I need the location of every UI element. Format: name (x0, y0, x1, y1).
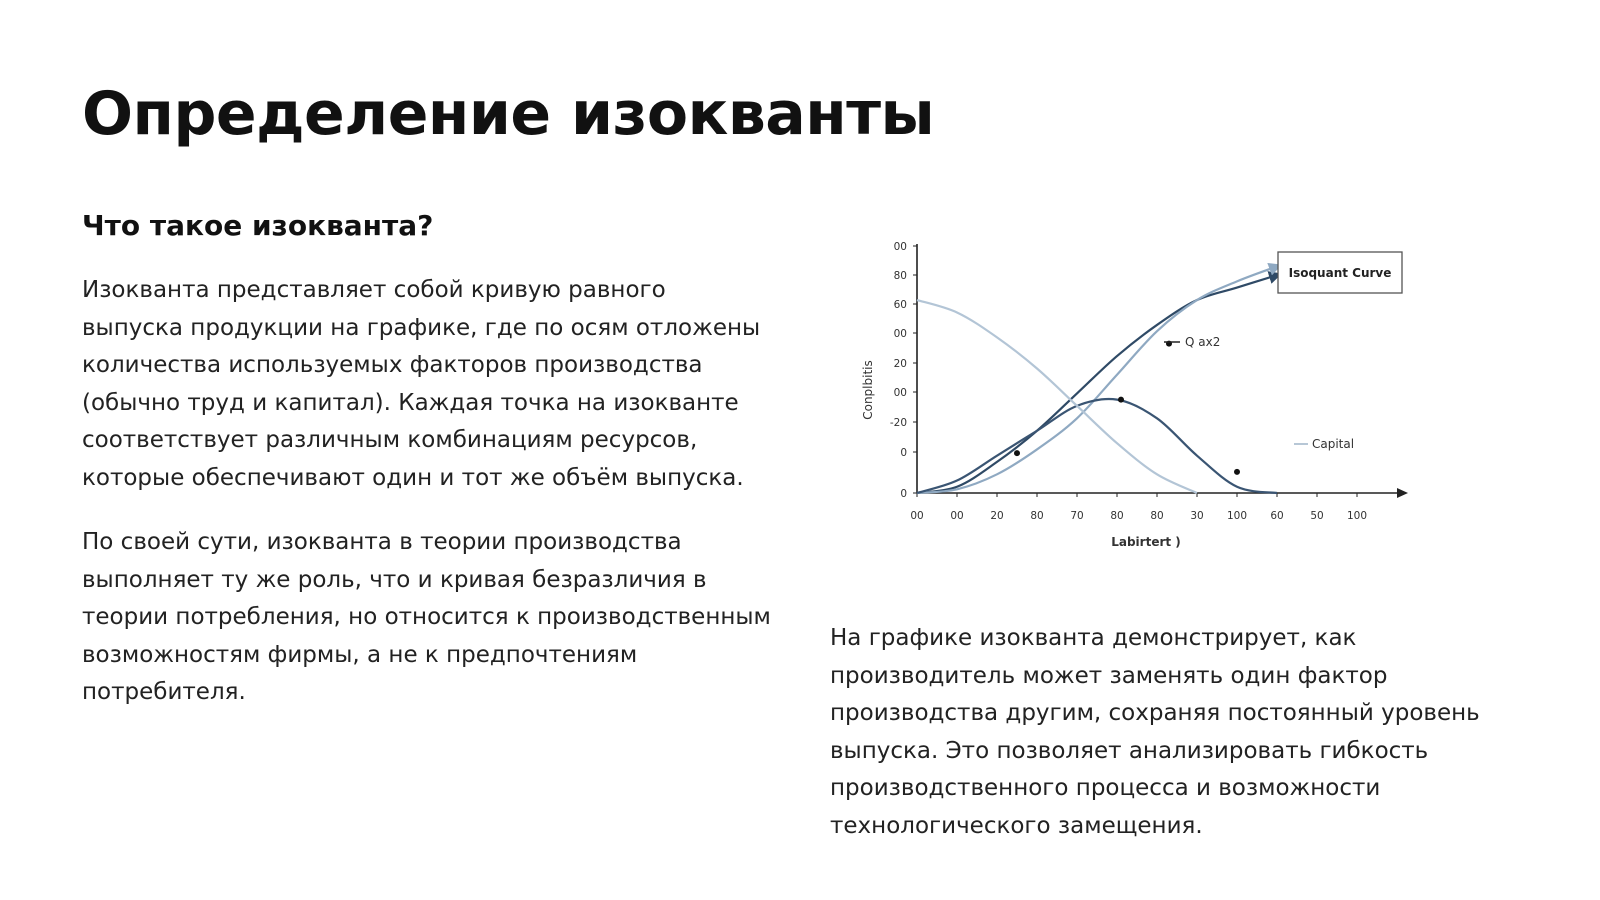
legend-label: Isoquant Curve (1288, 266, 1392, 280)
x-axis-arrowhead (1397, 488, 1408, 498)
y-tick-label: 00 (893, 328, 907, 340)
isoquant-chart (860, 232, 1420, 552)
x-axis-label: Labirtert ) (1111, 535, 1181, 549)
series-line-2 (917, 266, 1277, 493)
x-tick-label: 00 (910, 510, 924, 522)
explanation-paragraph: На графике изокванта демонстрирует, как производитель может заменять один фактор производства другим, сохраняя постоянный уровень выпуска. Это позволяет анализировать гибкость производственного процесса и возможности технологического замещения. (830, 625, 1480, 839)
annotation-qax2: Q ax2 (1185, 335, 1221, 349)
x-tick-label: 100 (1346, 510, 1368, 522)
y-tick-label: 80 (893, 270, 907, 282)
annotation-capital: Capital (1312, 437, 1355, 451)
y-tick-label: 00 (893, 241, 907, 253)
y-tick-label: 0 (900, 488, 907, 500)
x-tick-label: 30 (1190, 510, 1204, 522)
page-title: Определение изокванты (82, 79, 935, 149)
comparison-paragraph: По своей сути, изокванта в теории производства выполняет ту же роль, что и кривая безразличия в теории потребления, но относится к производственным возможностям фирмы, а не к предпочтениям потребителя. (82, 529, 771, 705)
y-tick-label: 0 (900, 447, 907, 459)
data-point (1234, 469, 1240, 475)
x-tick-label: 100 (1226, 510, 1248, 522)
y-axis-label: Conplbitis (861, 360, 875, 420)
x-tick-label: 20 (990, 510, 1004, 522)
data-point (1014, 450, 1020, 456)
y-tick-label: 00 (893, 387, 907, 399)
y-axis-ticks (890, 241, 917, 500)
section-heading: Что такое изокванта? (82, 209, 434, 242)
y-tick-label: 60 (893, 299, 907, 311)
x-tick-label: 80 (1150, 510, 1164, 522)
y-tick-label: 20 (893, 358, 907, 370)
y-tick-label: -20 (889, 417, 907, 429)
x-tick-label: 50 (1310, 510, 1324, 522)
series-line-1 (917, 275, 1277, 493)
series-lines (917, 266, 1277, 493)
x-axis-ticks (910, 493, 1367, 522)
data-point (1118, 397, 1124, 403)
x-tick-label: 00 (950, 510, 964, 522)
x-tick-label: 80 (1110, 510, 1124, 522)
data-points (1014, 341, 1240, 475)
x-tick-label: 80 (1030, 510, 1044, 522)
x-tick-label: 70 (1070, 510, 1084, 522)
definition-paragraph: Изокванта представляет собой кривую равного выпуска продукции на графике, где по осям отложены количества используемых факторов производства (обычно труд и капитал). Каждая точка на изокванте соответствует различным комбинациям ресурсов, которые обеспечивают один и тот же объём выпуска. (82, 277, 761, 491)
x-tick-label: 60 (1270, 510, 1284, 522)
series-line-4 (917, 300, 1197, 493)
